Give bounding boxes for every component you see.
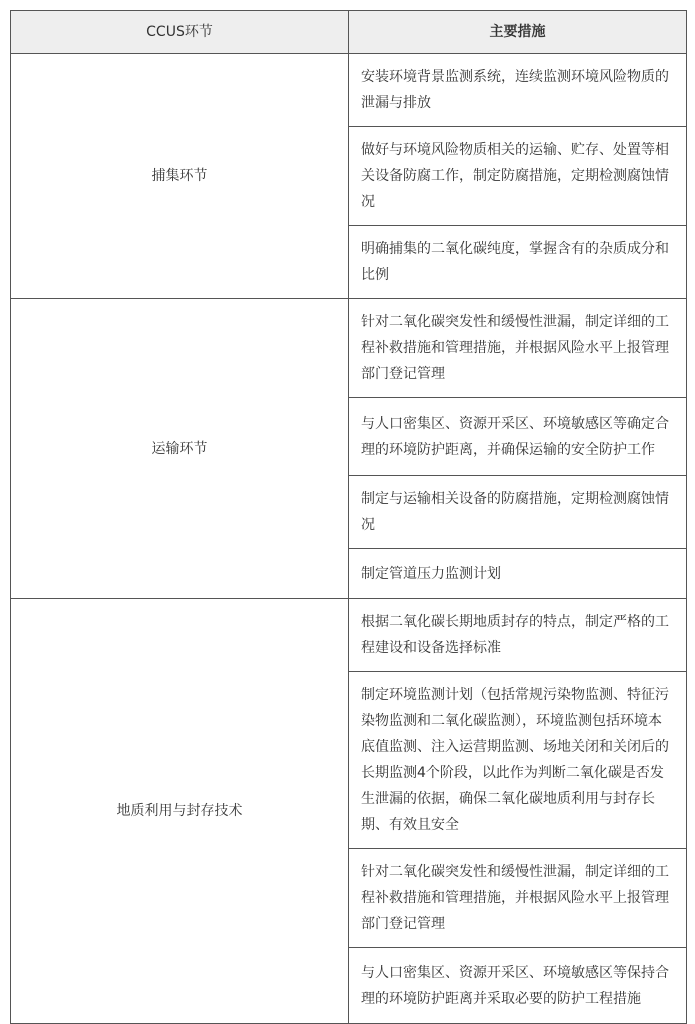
measure-cell: 针对二氧化碳突发性和缓慢性泄漏，制定详细的工程补救措施和管理措施，并根据风险水平上报管理部门登记管理 <box>349 299 687 398</box>
header-measures: 主要措施 <box>349 11 687 54</box>
table-row <box>11 54 687 127</box>
measure-cell: 做好与环境风险物质相关的运输、贮存、处置等相关设备防腐工作，制定防腐措施，定期检测腐蚀情况 <box>349 127 687 226</box>
header-stage: CCUS环节 <box>11 11 349 54</box>
measure-cell: 制定与运输相关设备的防腐措施，定期检测腐蚀情况 <box>349 476 687 549</box>
measure-cell: 根据二氧化碳长期地质封存的特点，制定严格的工程建设和设备选择标准 <box>349 599 687 672</box>
stage-cell-capture: 捕集环节 <box>11 54 349 299</box>
table-row <box>11 299 687 398</box>
measure-cell: 与人口密集区、资源开采区、环境敏感区等保持合理的环境防护距离并采取必要的防护工程措施 <box>349 948 687 1024</box>
ccus-measures-table <box>10 10 687 1024</box>
measure-cell: 与人口密集区、资源开采区、环境敏感区等确定合理的环境防护距离，并确保运输的安全防护工作 <box>349 398 687 476</box>
measure-cell: 制定环境监测计划（包括常规污染物监测、特征污染物监测和二氧化碳监测），环境监测包括环境本底值监测、注入运营期监测、场地关闭和关闭后的长期监测4个阶段，以此作为判断二氧化碳是否发生泄漏的依据，确保二氧化碳地质利用与封存长期、有效且安全 <box>349 672 687 849</box>
measure-cell: 针对二氧化碳突发性和缓慢性泄漏，制定详细的工程补救措施和管理措施，并根据风险水平上报管理部门登记管理 <box>349 849 687 948</box>
table-row <box>11 599 687 672</box>
measure-cell: 明确捕集的二氧化碳纯度，掌握含有的杂质成分和比例 <box>349 226 687 299</box>
stage-cell-storage: 地质利用与封存技术 <box>11 599 349 1024</box>
measure-cell: 制定管道压力监测计划 <box>349 549 687 599</box>
measure-cell: 安装环境背景监测系统，连续监测环境风险物质的泄漏与排放 <box>349 54 687 127</box>
stage-cell-transport: 运输环节 <box>11 299 349 599</box>
header-row <box>11 11 687 54</box>
